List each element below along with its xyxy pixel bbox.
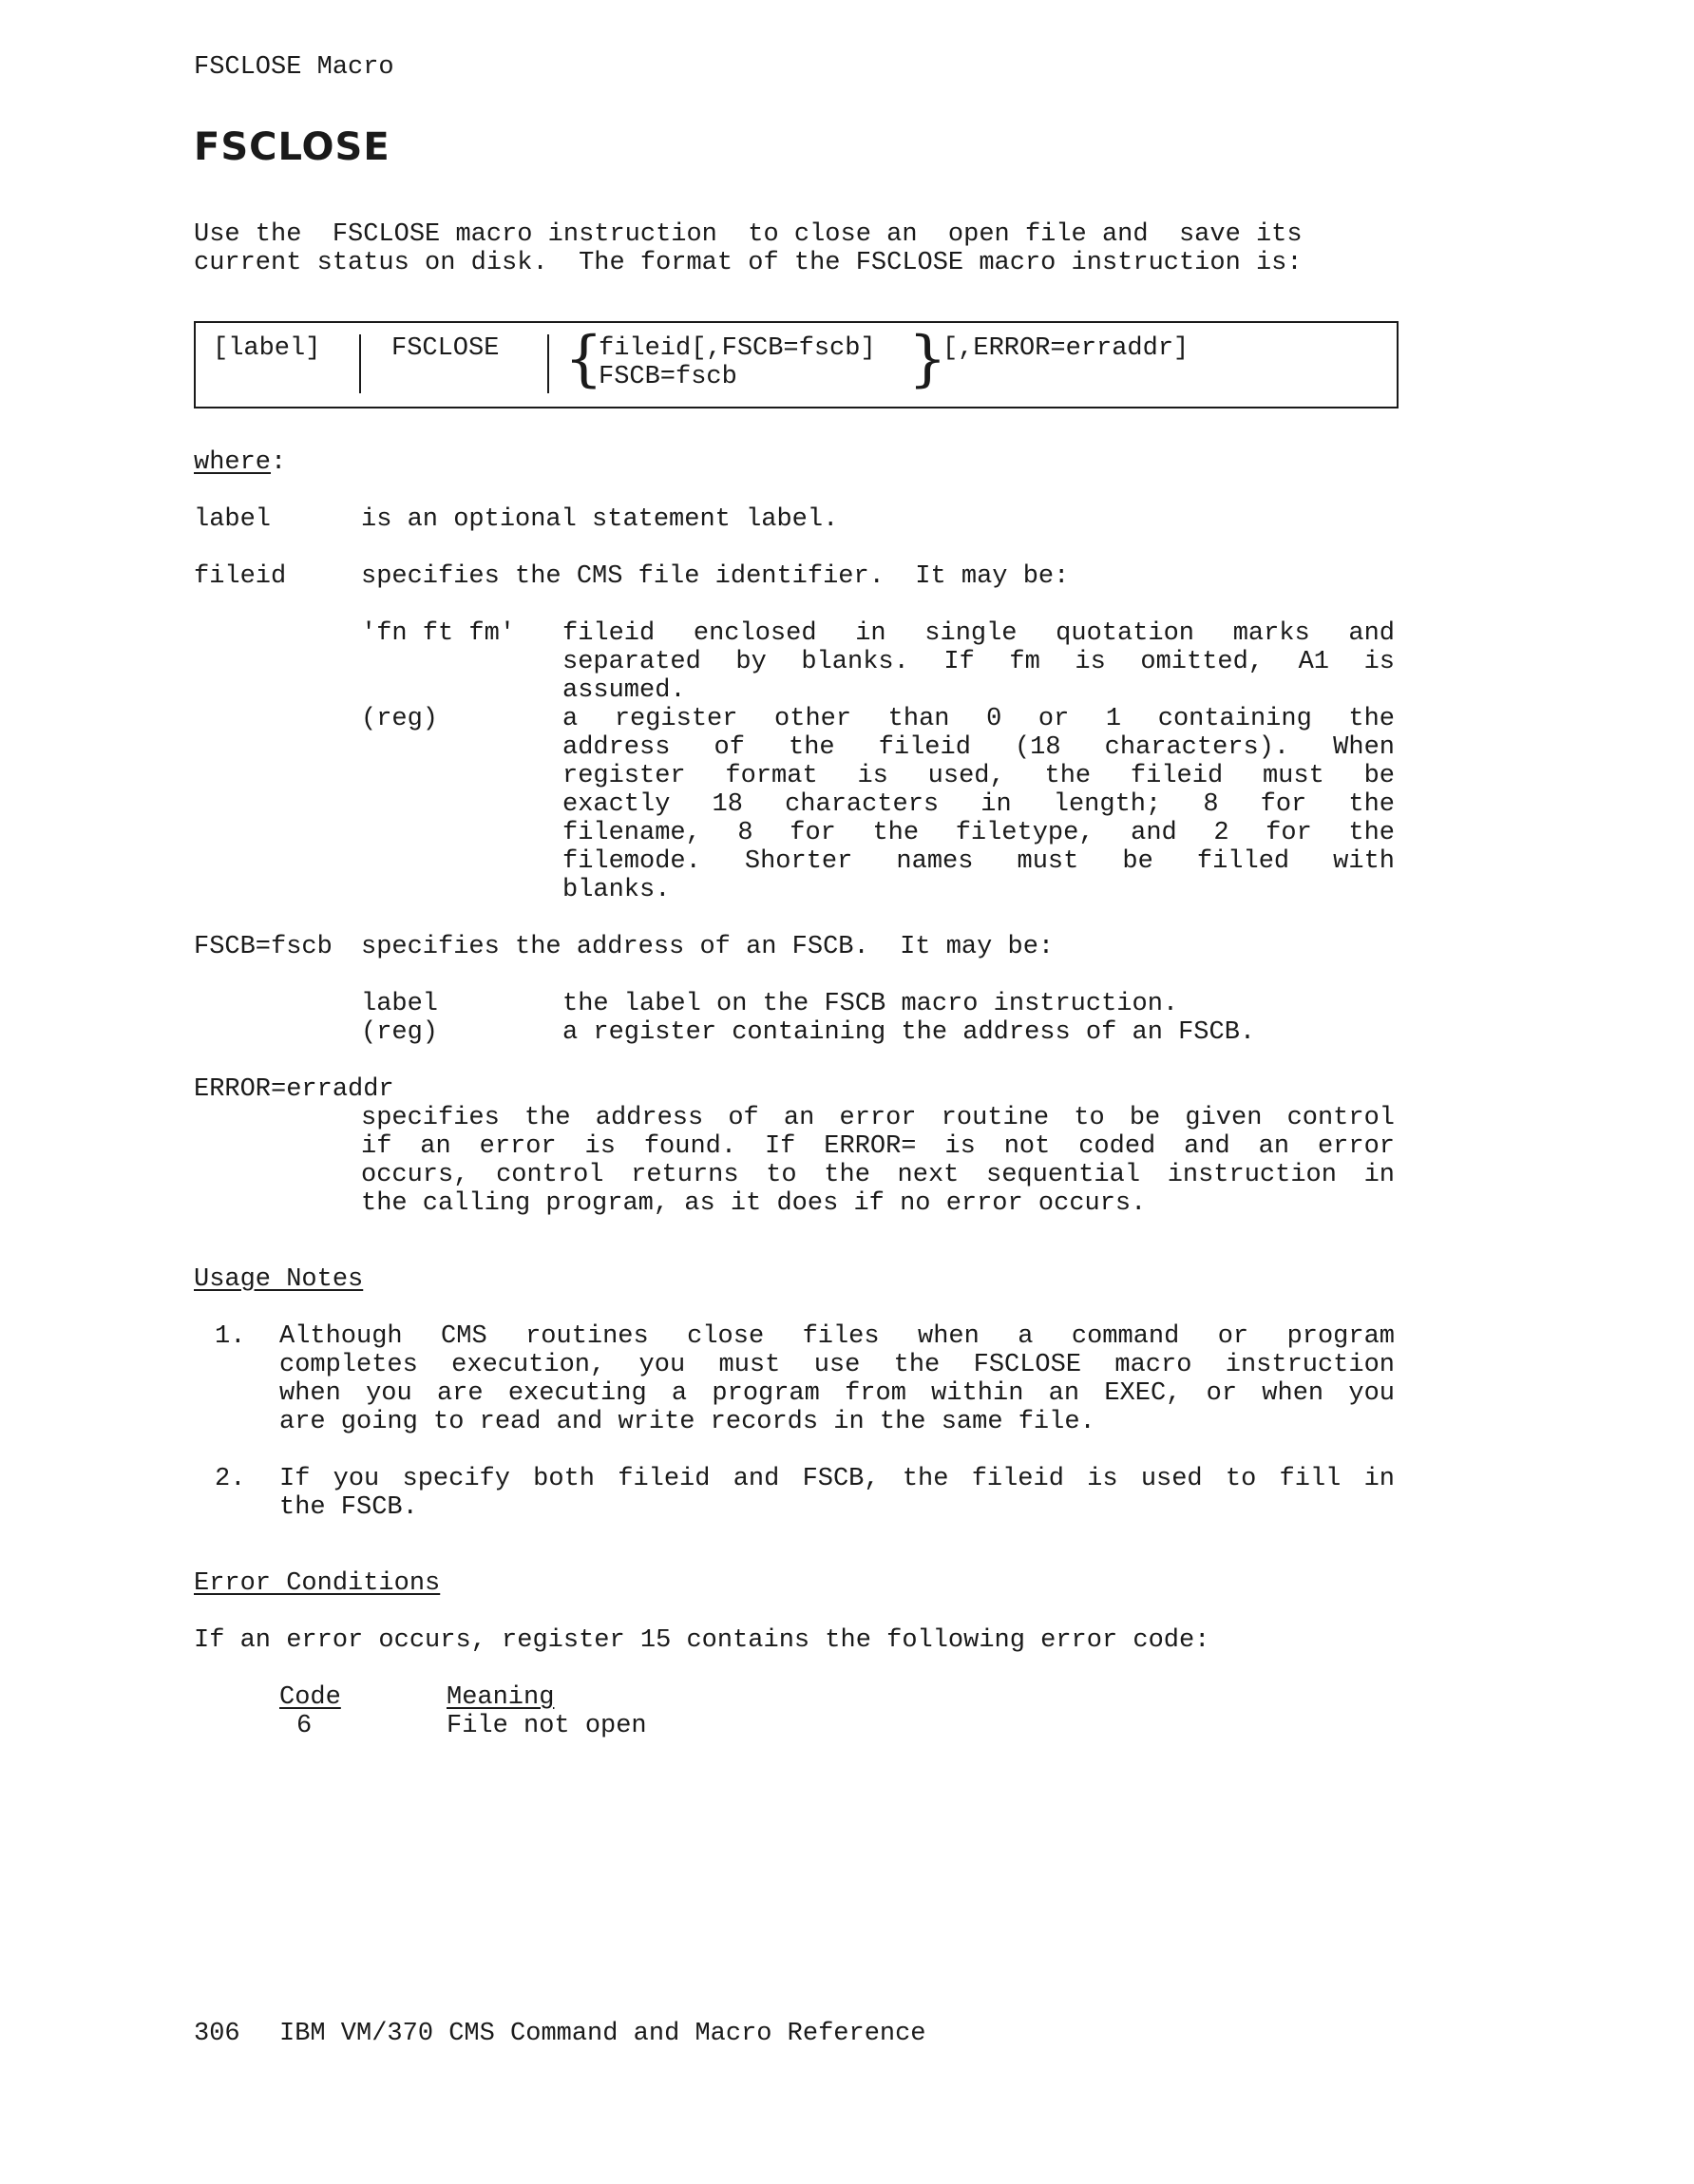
fileid-option-reg-line-4: exactly 18 characters in length; 8 for the (562, 790, 1395, 819)
param-fscb-desc: specifies the address of an FSCB. It may be: (361, 933, 1055, 961)
fscb-option-label-name: label (361, 990, 439, 1018)
fileid-option-reg-line-1: a register other than 0 or 1 containing the (562, 705, 1395, 733)
fileid-option-reg-line-2: address of the fileid (18 characters). When (562, 733, 1395, 762)
param-fscb-name: FSCB=fscb (194, 933, 333, 961)
fileid-option-quoted-line-2: separated by blanks. If fm is omitted, A1 is (562, 648, 1395, 676)
param-error-name: ERROR=erraddr (194, 1075, 394, 1104)
where-colon: : (271, 448, 287, 477)
param-label-name: label (194, 505, 272, 534)
param-label-desc: is an optional statement label. (361, 505, 839, 534)
where-heading (194, 448, 286, 477)
syntax-option-fscb: FSCB=fscb (599, 363, 737, 391)
usage-note-2-line-1: If you specify both fileid and FSCB, the fileid is used to fill in (279, 1465, 1395, 1493)
fileid-option-reg-line-5: filename, 8 for the filetype, and 2 for the (562, 819, 1395, 847)
intro-line-1: Use the FSCLOSE macro instruction to close an open file and save its (194, 220, 1303, 249)
usage-note-1-line-2: completes execution, you must use the FSCLOSE macro instruction (279, 1351, 1395, 1379)
fileid-option-reg-line-6: filemode. Shorter names must be filled with (562, 847, 1395, 876)
param-error-line-3: occurs, control returns to the next sequential instruction in (361, 1161, 1395, 1189)
param-fileid-name: fileid (194, 562, 287, 591)
fileid-option-quoted-line-3: assumed. (562, 676, 686, 705)
usage-note-1-line-1: Although CMS routines close files when a command or program (279, 1322, 1395, 1351)
where-label: where (194, 448, 272, 477)
error-table-row-meaning: File not open (447, 1712, 647, 1740)
syntax-label: [label] (213, 334, 321, 363)
error-conditions-intro: If an error occurs, register 15 contains the following error code: (194, 1626, 1210, 1655)
fileid-option-quoted-name: 'fn ft fm' (361, 619, 516, 648)
usage-notes-heading: Usage Notes (194, 1265, 364, 1294)
usage-note-2-number: 2. (215, 1465, 246, 1493)
fileid-option-quoted-line-1: fileid enclosed in single quotation marks and (562, 619, 1395, 648)
usage-note-2-line-2: the FSCB. (279, 1493, 418, 1522)
syntax-right-brace: } (908, 324, 947, 394)
fscb-option-reg-desc: a register containing the address of an FSCB. (562, 1018, 1256, 1047)
fileid-option-reg-line-7: blanks. (562, 876, 671, 904)
error-table-header-code: Code (279, 1683, 341, 1712)
usage-note-1-number: 1. (215, 1322, 246, 1351)
intro-line-2: current status on disk. The format of the FSCLOSE macro instruction is: (194, 249, 1303, 277)
syntax-option-fileid: fileid[,FSCB=fscb] (599, 334, 876, 363)
syntax-error-option: [,ERROR=erraddr] (942, 334, 1190, 363)
syntax-divider-1 (359, 334, 361, 393)
error-conditions-heading: Error Conditions (194, 1569, 441, 1598)
param-error-line-1: specifies the address of an error routine to be given control (361, 1104, 1395, 1132)
fscb-option-reg-name: (reg) (361, 1018, 439, 1047)
footer-page-number: 306 (194, 2020, 240, 2048)
usage-note-1-line-3: when you are executing a program from within an EXEC, or when you (279, 1379, 1395, 1408)
fileid-option-reg-line-3: register format is used, the fileid must be (562, 762, 1395, 790)
usage-note-1-line-4: are going to read and write records in the same file. (279, 1408, 1095, 1436)
footer-book-title: IBM VM/370 CMS Command and Macro Reference (279, 2020, 926, 2048)
error-table-row-code: 6 (296, 1712, 313, 1740)
page-title: FSCLOSE (194, 125, 390, 169)
param-fileid-desc: specifies the CMS file identifier. It may be: (361, 562, 1070, 591)
fileid-option-reg-name: (reg) (361, 705, 439, 733)
error-table-header-meaning: Meaning (447, 1683, 555, 1712)
param-error-line-2: if an error is found. If ERROR= is not coded and an error (361, 1132, 1395, 1161)
syntax-operation: FSCLOSE (391, 334, 500, 363)
syntax-left-brace: { (564, 324, 603, 394)
fscb-option-label-desc: the label on the FSCB macro instruction. (562, 990, 1179, 1018)
syntax-divider-2 (547, 334, 549, 393)
running-header: FSCLOSE Macro (194, 53, 394, 82)
param-error-line-4: the calling program, as it does if no error occurs. (361, 1189, 1147, 1218)
